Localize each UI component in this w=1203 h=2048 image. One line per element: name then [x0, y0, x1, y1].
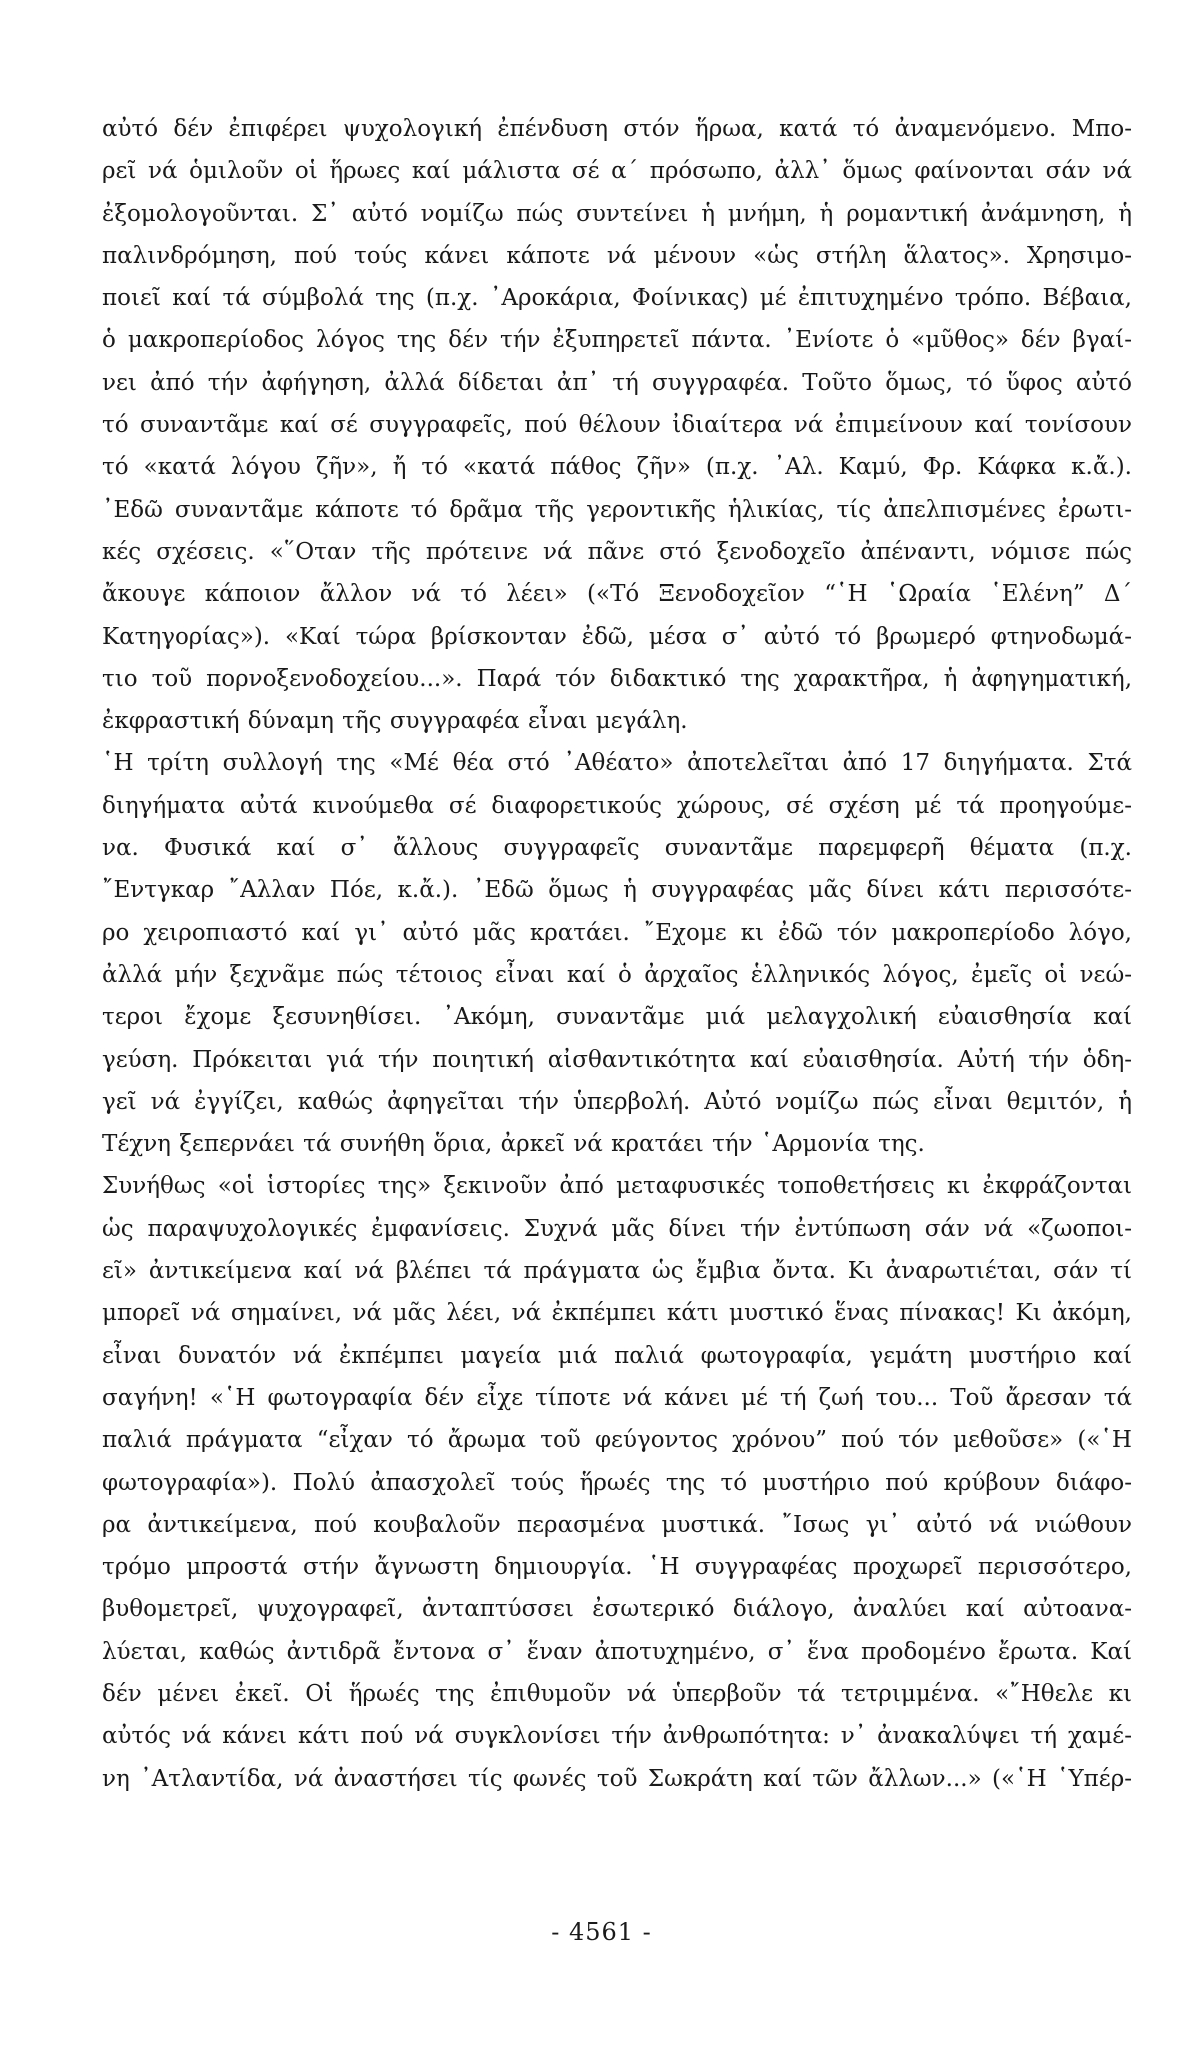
text-line: γεῖ νά ἐγγίζει, καθώς ἀφηγεῖται τήν ὑπερβολή. Αὐτό νομίζω πώς εἶναι θεμιτόν, ἡ — [102, 1088, 1132, 1115]
page-number: - 4561 - — [551, 1918, 652, 1946]
text-line: τιο τοῦ πορνοξενοδοχείου...». Παρά τόν διδακτικό της χαρακτῆρα, ἡ ἀφηγηματική, — [102, 665, 1132, 692]
text-line: φωτογραφία»). Πολύ ἀπασχολεῖ τούς ἥρωές της τό μυστήριο πού κρύβουν διάφο- — [102, 1469, 1132, 1496]
text-line: λύεται, καθώς ἀντιδρᾶ ἔντονα σ᾽ ἕναν ἀποτυχημένο, σ᾽ ἕνα προδομένο ἔρωτα. Καί — [102, 1638, 1132, 1665]
text-line: παλιά πράγματα “εἶχαν τό ἄρωμα τοῦ φεύγοντος χρόνου” πού τόν μεθοῦσε» («῾Η — [102, 1427, 1132, 1454]
text-line: αὐτός νά κάνει κάτι πού νά συγκλονίσει τήν ἀνθρωπότητα: ν᾽ ἀνακαλύψει τή χαμέ- — [102, 1723, 1132, 1750]
text-line: Συνήθως «οἱ ἱστορίες της» ξεκινοῦν ἀπό μεταφυσικές τοποθετήσεις κι ἐκφράζονται — [102, 1173, 1132, 1200]
text-line: παλινδρόμηση, πού τούς κάνει κάποτε νά μένουν «ὡς στήλη ἅλατος». Χρησιμο- — [102, 242, 1132, 269]
text-line: ρα ἀντικείμενα, πού κουβαλοῦν περασμένα μυστικά. ῎Ισως γι᾽ αὐτό νά νιώθουν — [102, 1511, 1132, 1538]
text-line: νει ἀπό τήν ἀφήγηση, ἀλλά δίδεται ἀπ᾽ τή συγγραφέα. Τοῦτο ὅμως, τό ὕφος αὐτό — [102, 369, 1132, 396]
text-line: εῖ» ἀντικείμενα καί νά βλέπει τά πράγματα ὡς ἔμβια ὄντα. Κι ἀναρωτιέται, σάν τί — [102, 1258, 1132, 1285]
text-line: ὡς παραψυχολογικές ἐμφανίσεις. Συχνά μᾶς δίνει τήν ἐντύπωση σάν νά «ζωοποι- — [102, 1215, 1132, 1242]
text-line: εἶναι δυνατόν νά ἐκπέμπει μαγεία μιά παλιά φωτογραφία, γεμάτη μυστήριο καί — [102, 1342, 1132, 1369]
text-line: ρο χειροπιαστό καί γι᾽ αὐτό μᾶς κρατάει. ῎Εχομε κι ἐδῶ τόν μακροπερίοδο λόγο, — [102, 919, 1132, 946]
text-line: ᾽Εδῶ συναντᾶμε κάποτε τό δρᾶμα τῆς γεροντικῆς ἡλικίας, τίς ἀπελπισμένες ἐρωτι- — [102, 496, 1132, 523]
text-line: δέν μένει ἐκεῖ. Οἱ ἥρωές της ἐπιθυμοῦν νά ὑπερβοῦν τά τετριμμένα. «῎Ηθελε κι — [102, 1680, 1132, 1707]
text-line: Τέχνη ξεπερνάει τά συνήθη ὅρια, ἀρκεῖ νά κρατάει τήν ῾Αρμονία της. — [102, 1131, 925, 1158]
text-line: ἐκφραστική δύναμη τῆς συγγραφέα εἶναι μεγάλη. — [102, 708, 688, 735]
text-line: ἀλλά μήν ξεχνᾶμε πώς τέτοιος εἶναι καί ὁ ἀρχαῖος ἑλληνικός λόγος, ἐμεῖς οἱ νεώ- — [102, 961, 1132, 988]
text-line: σαγήνη! «῾Η φωτογραφία δέν εἶχε τίποτε νά κάνει μέ τή ζωή του... Τοῦ ἄρεσαν τά — [102, 1384, 1132, 1411]
text-line: γεύση. Πρόκειται γιά τήν ποιητική αἰσθαντικότητα καί εὐαισθησία. Αὐτή τήν ὁδη- — [102, 1046, 1132, 1073]
text-line: τεροι ἔχομε ξεσυνηθίσει. ᾽Ακόμη, συναντᾶμε μιά μελαγχολική εὐαισθησία καί — [102, 1004, 1132, 1031]
text-line: τό «κατά λόγου ζῆν», ἤ τό «κατά πάθος ζῆν» (π.χ. ᾽Αλ. Καμύ, Φρ. Κάφκα κ.ἄ.). — [102, 454, 1132, 481]
text-line: ποιεῖ καί τά σύμβολά της (π.χ. ᾽Αροκάρια, Φοίνικας) μέ ἐπιτυχημένο τρόπο. Βέβαια, — [102, 285, 1132, 312]
text-line: αὐτό δέν ἐπιφέρει ψυχολογική ἐπένδυση στόν ἥρωα, κατά τό ἀναμενόμενο. Μπο- — [102, 116, 1132, 142]
text-line: τρόμο μπροστά στήν ἄγνωστη δημιουργία. ῾Η συγγραφέας προχωρεῖ περισσότερο, — [102, 1554, 1132, 1581]
text-line: ἐξομολογοῦνται. Σ᾽ αὐτό νομίζω πώς συντείνει ἡ μνήμη, ἡ ρομαντική ἀνάμνηση, ἡ — [102, 200, 1132, 227]
text-line: διηγήματα αὐτά κινούμεθα σέ διαφορετικούς χώρους, σέ σχέση μέ τά προηγούμε- — [102, 792, 1132, 819]
text-line: ῎Εντγκαρ ῎Αλλαν Πόε, κ.ἄ.). ᾽Εδῶ ὅμως ἡ συγγραφέας μᾶς δίνει κάτι περισσότε- — [102, 877, 1132, 904]
text-line: ρεῖ νά ὁμιλοῦν οἱ ἥρωες καί μάλιστα σέ α΄ πρόσωπο, ἀλλ᾽ ὅμως φαίνονται σάν νά — [102, 158, 1132, 185]
text-line: νη ᾽Ατλαντίδα, νά ἀναστήσει τίς φωνές τοῦ Σωκράτη καί τῶν ἄλλων...» («῾Η ῾Υπέρ- — [102, 1765, 1132, 1792]
body-text — [102, 108, 1132, 1800]
text-line: βυθομετρεῖ, ψυχογραφεῖ, ἀνταπτύσσει ἐσωτερικό διάλογο, ἀναλύει καί αὐτοανα- — [102, 1596, 1132, 1623]
text-line: Κατηγορίας»). «Καί τώρα βρίσκονταν ἐδῶ, μέσα σ᾽ αὐτό τό βρωμερό φτηνοδωμά- — [102, 623, 1132, 650]
text-line: να. Φυσικά καί σ᾽ ἄλλους συγγραφεῖς συναντᾶμε παρεμφερῆ θέματα (π.χ. — [102, 835, 1132, 862]
text-line: ὁ μακροπερίοδος λόγος της δέν τήν ἐξυπηρετεῖ πάντα. ᾽Ενίοτε ὁ «μῦθος» δέν βγαί- — [102, 327, 1132, 354]
text-line: ῾Η τρίτη συλλογή της «Μέ θέα στό ᾽Αθέατο» ἀποτελεῖται ἀπό 17 διηγήματα. Στά — [102, 750, 1132, 777]
text-line: ἄκουγε κάποιον ἄλλον νά τό λέει» («Τό Ξενοδοχεῖον “῾Η ῾Ωραία ῾Ελένη” Δ΄ — [102, 581, 1132, 608]
text-line: μπορεῖ νά σημαίνει, νά μᾶς λέει, νά ἐκπέμπει κάτι μυστικό ἕνας πίνακας! Κι ἀκόμη, — [102, 1300, 1132, 1327]
text-line: κές σχέσεις. «῞Οταν τῆς πρότεινε νά πᾶνε στό ξενοδοχεῖο ἀπέναντι, νόμισε πώς — [102, 538, 1132, 565]
text-line: τό συναντᾶμε καί σέ συγγραφεῖς, πού θέλουν ἰδιαίτερα νά ἐπιμείνουν καί τονίσουν — [102, 412, 1132, 439]
